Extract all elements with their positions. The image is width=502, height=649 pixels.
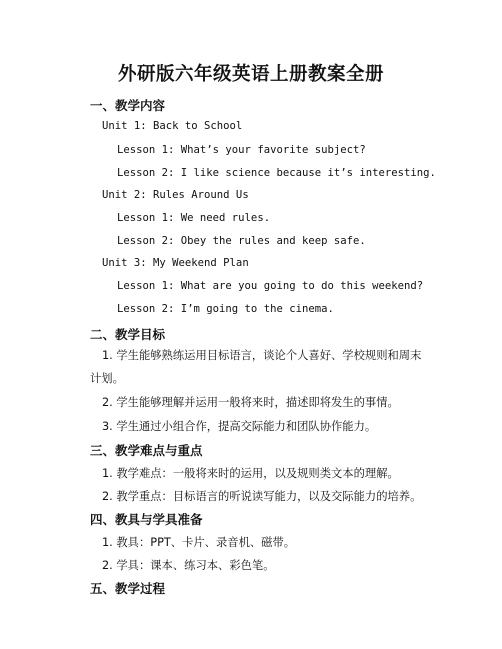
unit-3-lesson-2: Lesson 2: I’m going to the cinema. xyxy=(117,303,334,315)
section-heading-objectives: 二、教学目标 xyxy=(90,327,166,342)
section-heading-content: 一、教学内容 xyxy=(90,98,166,113)
unit-3-lesson-1: Lesson 1: What are you going to do this weekend? xyxy=(117,280,424,292)
unit-1-lesson-1: Lesson 1: What’s your favorite subject? xyxy=(117,144,366,156)
unit-3-label: Unit 3: My Weekend Plan xyxy=(102,257,249,269)
unit-2-lesson-1: Lesson 1: We need rules. xyxy=(117,212,271,224)
section-heading-difficulties: 三、教学难点与重点 xyxy=(90,443,203,458)
unit-1-label: Unit 1: Back to School xyxy=(102,120,243,132)
unit-2-lesson-2: Lesson 2: Obey the rules and keep safe. xyxy=(117,235,366,247)
unit-1-lesson-2: Lesson 2: I like science because it’s interesting. xyxy=(117,167,436,179)
unit-2-label: Unit 2: Rules Around Us xyxy=(102,189,249,201)
section-heading-materials: 四、教具与学具准备 xyxy=(90,512,203,527)
section-heading-process: 五、教学过程 xyxy=(90,581,166,596)
difficulty-item-1: 1. 教学难点：一般将来时的运用，以及规则类文本的理解。 xyxy=(102,467,399,480)
material-item-1: 1. 教具：PPT、卡片、录音机、磁带。 xyxy=(102,536,296,549)
objective-item-2: 2. 学生能够理解并运用一般将来时，描述即将发生的事情。 xyxy=(102,396,399,409)
material-item-2: 2. 学具：课本、练习本、彩色笔。 xyxy=(102,559,275,572)
document-title: 外研版六年级英语上册教案全册 xyxy=(117,64,384,85)
difficulty-item-2: 2. 教学重点：目标语言的听说读写能力，以及交际能力的培养。 xyxy=(102,490,422,503)
objective-item-3: 3. 学生通过小组合作，提高交际能力和团队协作能力。 xyxy=(102,420,377,433)
objective-item-1: 1. 学生能够熟练运用目标语言，谈论个人喜好、学校规则和周末计划。 xyxy=(90,349,422,385)
